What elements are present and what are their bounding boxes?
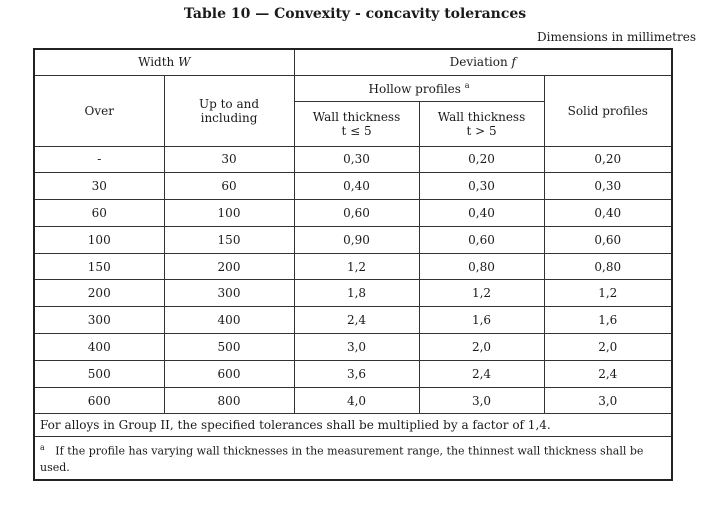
table-title: Table 10 — Convexity - concavity tolerances [183, 6, 527, 22]
cell-t-le5: 3,6 [294, 360, 419, 387]
cell-over: 300 [34, 307, 164, 334]
cell-upto: 150 [164, 226, 294, 253]
cell-solid: 2,0 [544, 334, 672, 361]
table-row [34, 200, 672, 227]
cell-solid: 1,6 [544, 307, 672, 334]
cell-solid: 0,30 [544, 173, 672, 200]
table-body [34, 146, 672, 414]
cell-upto: 30 [164, 146, 294, 173]
cell-over: - [34, 146, 164, 173]
cell-upto: 60 [164, 173, 294, 200]
cell-t-gt5: 0,20 [419, 146, 544, 173]
cell-upto: 500 [164, 334, 294, 361]
units-label: Dimensions in millimetres [537, 30, 696, 44]
cell-t-gt5: 0,30 [419, 173, 544, 200]
cell-t-gt5: 0,80 [419, 253, 544, 280]
cell-t-le5: 0,40 [294, 173, 419, 200]
table-row [34, 173, 672, 200]
cell-t-le5: 0,60 [294, 200, 419, 227]
cell-t-gt5: 1,2 [419, 280, 544, 307]
cell-t-le5: 4,0 [294, 387, 419, 414]
cell-upto: 100 [164, 200, 294, 227]
cell-t-le5: 0,30 [294, 146, 419, 173]
cell-t-gt5: 0,60 [419, 226, 544, 253]
width-header: Width W [34, 49, 294, 75]
footnote-ref: a [464, 80, 470, 90]
cell-t-gt5: 3,0 [419, 387, 544, 414]
cell-upto: 300 [164, 280, 294, 307]
cell-over: 200 [34, 280, 164, 307]
cell-over: 500 [34, 360, 164, 387]
cell-upto: 800 [164, 387, 294, 414]
upto-header: Up to and including [164, 75, 294, 146]
cell-upto: 400 [164, 307, 294, 334]
cell-t-le5: 1,2 [294, 253, 419, 280]
cell-solid: 0,20 [544, 146, 672, 173]
solid-profiles-header: Solid profiles [544, 75, 672, 146]
table-row [34, 334, 672, 361]
table-row [34, 226, 672, 253]
table-row [34, 146, 672, 173]
cell-solid: 2,4 [544, 360, 672, 387]
cell-t-gt5: 2,4 [419, 360, 544, 387]
cell-over: 100 [34, 226, 164, 253]
cell-t-le5: 3,0 [294, 334, 419, 361]
table-row [34, 253, 672, 280]
cell-solid: 0,60 [544, 226, 672, 253]
cell-over: 600 [34, 387, 164, 414]
table-row [34, 360, 672, 387]
table-row [34, 307, 672, 334]
table-row [34, 280, 672, 307]
cell-t-gt5: 0,40 [419, 200, 544, 227]
deviation-header: Deviation f [294, 49, 672, 75]
cell-upto: 200 [164, 253, 294, 280]
table-row [34, 387, 672, 414]
cell-t-gt5: 2,0 [419, 334, 544, 361]
footnote: $^a$ If the profile has varying wall thicknesses in the measurement range, the thinnest wall thickness shall be used. [34, 437, 672, 480]
over-header: Over [34, 75, 164, 146]
tolerance-table [33, 48, 673, 481]
cell-solid: 1,2 [544, 280, 672, 307]
cell-t-gt5: 1,6 [419, 307, 544, 334]
cell-over: 60 [34, 200, 164, 227]
cell-solid: 0,80 [544, 253, 672, 280]
cell-upto: 600 [164, 360, 294, 387]
wall-thickness-le5-header: Wall thickness t ≤ 5 [294, 101, 419, 146]
cell-over: 150 [34, 253, 164, 280]
group-note: For alloys in Group II, the specified tolerances shall be multiplied by a factor of 1,4. [34, 414, 672, 437]
cell-solid: 0,40 [544, 200, 672, 227]
cell-t-le5: 2,4 [294, 307, 419, 334]
hollow-profiles-header: Hollow profiles $^a$ [294, 75, 544, 101]
cell-over: 400 [34, 334, 164, 361]
wall-thickness-gt5-header: Wall thickness t > 5 [419, 101, 544, 146]
cell-over: 30 [34, 173, 164, 200]
cell-t-le5: 1,8 [294, 280, 419, 307]
cell-solid: 3,0 [544, 387, 672, 414]
cell-t-le5: 0,90 [294, 226, 419, 253]
